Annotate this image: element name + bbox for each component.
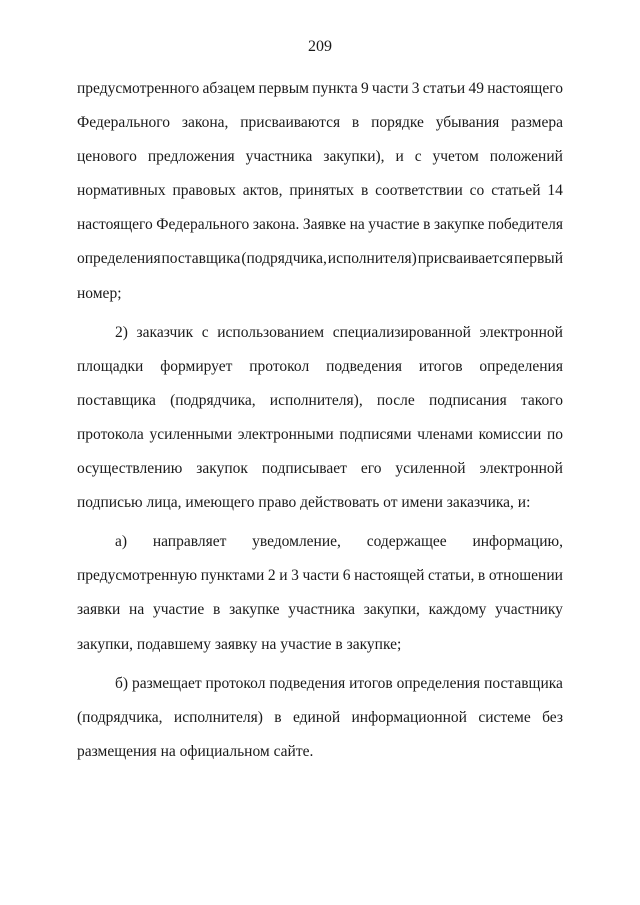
word: убывания	[435, 114, 500, 132]
word: учетом	[432, 148, 479, 166]
word: определения	[396, 674, 481, 692]
word: 49	[468, 80, 484, 97]
word: поставщика	[77, 391, 156, 409]
word: информационной	[351, 708, 467, 726]
paragraph-3	[77, 527, 563, 663]
word: в	[360, 182, 369, 200]
word: настоящей	[354, 567, 425, 585]
word: участнику	[495, 601, 563, 619]
word: (подрядчика,	[77, 708, 163, 726]
word: исполнителя)	[327, 250, 417, 268]
word: статьи	[422, 80, 466, 97]
word: в	[477, 567, 486, 585]
word: в	[423, 216, 431, 234]
page-number: 209	[308, 38, 332, 55]
word: размера	[511, 114, 563, 132]
word: формирует	[160, 357, 233, 375]
word: настоящего	[77, 216, 153, 234]
word: статьи,	[427, 567, 475, 585]
word: и	[279, 567, 288, 585]
word: б)	[115, 674, 129, 692]
word: протокол	[205, 674, 266, 692]
text-line	[77, 420, 563, 454]
word: закупке	[433, 216, 485, 234]
word: направляет	[152, 533, 227, 551]
word: содержащее	[366, 533, 447, 551]
word: порядке	[371, 114, 424, 132]
paragraph-1	[77, 74, 563, 313]
text-line	[77, 318, 563, 352]
word: электронной	[479, 460, 563, 478]
word: заказчик	[136, 323, 194, 341]
word: системе	[478, 708, 531, 726]
word: 3	[291, 567, 299, 585]
word: а)	[115, 533, 128, 551]
text-line	[77, 352, 563, 386]
word: закона,	[181, 114, 229, 132]
word: 2	[267, 567, 276, 585]
word: в	[274, 708, 282, 726]
word: предусмотренного	[77, 80, 200, 97]
word: на	[349, 216, 365, 234]
word: предложения	[147, 148, 235, 166]
word: членами	[417, 425, 473, 443]
word: настоящего	[487, 80, 563, 97]
word: Федерального	[77, 114, 171, 132]
word: участника	[245, 148, 313, 166]
word: закупки,	[363, 601, 420, 619]
text-line	[77, 703, 563, 737]
word: площадки	[77, 357, 144, 375]
word: на	[129, 601, 145, 619]
text-line	[77, 108, 563, 142]
word: его	[360, 460, 382, 478]
word: итогов	[349, 674, 393, 692]
text-line	[77, 74, 563, 108]
text-line: размещения на официальном сайте.	[77, 742, 314, 760]
word: исполнителя),	[269, 391, 363, 409]
word: размещает	[131, 674, 202, 692]
text-line: закупки, подавшему заявку на участие в закупке;	[77, 635, 402, 653]
word: усиленной	[395, 460, 466, 478]
word: участие	[368, 216, 420, 234]
word: подведения	[326, 357, 402, 375]
word: определения	[479, 357, 563, 375]
word: информацию,	[472, 533, 563, 551]
word: пунктами	[200, 567, 265, 585]
word: единой	[292, 708, 341, 726]
word: присваивается	[417, 250, 514, 268]
word: и	[395, 148, 404, 166]
word: статьей	[491, 182, 541, 200]
word: со	[469, 182, 485, 200]
text-line	[77, 561, 563, 595]
word: победителя	[487, 216, 563, 234]
word: участие	[152, 601, 205, 619]
word: итогов	[418, 357, 463, 375]
word: после	[376, 391, 415, 409]
word: поставщика	[161, 250, 241, 268]
text-line	[77, 210, 563, 244]
word: части	[302, 567, 340, 585]
word: каждому	[428, 601, 487, 619]
word: части	[371, 80, 409, 97]
word: Заявке	[302, 216, 347, 234]
word: заявки	[77, 601, 121, 619]
word: Федерального	[156, 216, 250, 234]
word: протокол	[249, 357, 310, 375]
word: ценового	[77, 148, 137, 166]
word: специализированной	[332, 323, 471, 341]
word: закона.	[252, 216, 300, 234]
text-line	[77, 595, 563, 629]
text-line: номер;	[77, 284, 122, 302]
text-line	[77, 527, 563, 561]
text-line: подписью лица, имеющего право действовать от имени заказчика, и:	[77, 494, 531, 512]
word: отношении	[488, 567, 563, 585]
word: осуществлению	[77, 460, 183, 478]
word: уведомление,	[252, 533, 341, 551]
word: первым	[258, 80, 309, 97]
word: подписывает	[261, 460, 347, 478]
word: подписями	[339, 425, 412, 443]
text-line	[77, 142, 563, 176]
word: 9	[360, 80, 369, 97]
word: подписания	[428, 391, 507, 409]
word: без	[542, 708, 563, 726]
word: (подрядчика,	[170, 391, 256, 409]
word: закупок	[196, 460, 248, 478]
word: принятых	[289, 182, 355, 200]
word: в	[212, 601, 221, 619]
word: нормативных	[77, 182, 166, 200]
word: абзацем	[202, 80, 256, 97]
paragraph-2	[77, 318, 563, 523]
word: протокола	[77, 425, 144, 443]
word: подведения	[269, 674, 346, 692]
word: 3	[411, 80, 420, 97]
word: 2)	[115, 323, 128, 341]
word: закупки),	[323, 148, 385, 166]
text-line	[77, 669, 563, 703]
word: пункта	[312, 80, 358, 97]
word: присваиваются	[240, 114, 341, 132]
word: предусмотренную	[77, 567, 198, 585]
document-body	[77, 74, 563, 771]
word: с	[414, 148, 422, 166]
paragraph-4	[77, 669, 563, 771]
word: исполнителя)	[173, 708, 263, 726]
word: участника	[288, 601, 356, 619]
word: электронной	[479, 323, 563, 341]
word: актов,	[242, 182, 283, 200]
word: закупке	[229, 601, 280, 619]
word: положений	[489, 148, 563, 166]
word: (подрядчика,	[241, 250, 327, 268]
word: правовых	[172, 182, 236, 200]
text-line	[77, 454, 563, 488]
word: 6	[342, 567, 351, 585]
word: определения	[77, 250, 161, 268]
word: первый	[514, 250, 563, 268]
word: с	[201, 323, 209, 341]
word: 14	[547, 182, 563, 200]
word: усиленными	[149, 425, 233, 443]
text-line	[77, 386, 563, 420]
word: такого	[520, 391, 563, 409]
word: по	[546, 425, 563, 443]
text-line	[77, 244, 563, 278]
word: комиссии	[478, 425, 542, 443]
word: соответствии	[375, 182, 463, 200]
text-line	[77, 176, 563, 210]
word: электронными	[237, 425, 334, 443]
word: использованием	[217, 323, 325, 341]
word: в	[351, 114, 360, 132]
word: поставщика	[484, 674, 563, 692]
